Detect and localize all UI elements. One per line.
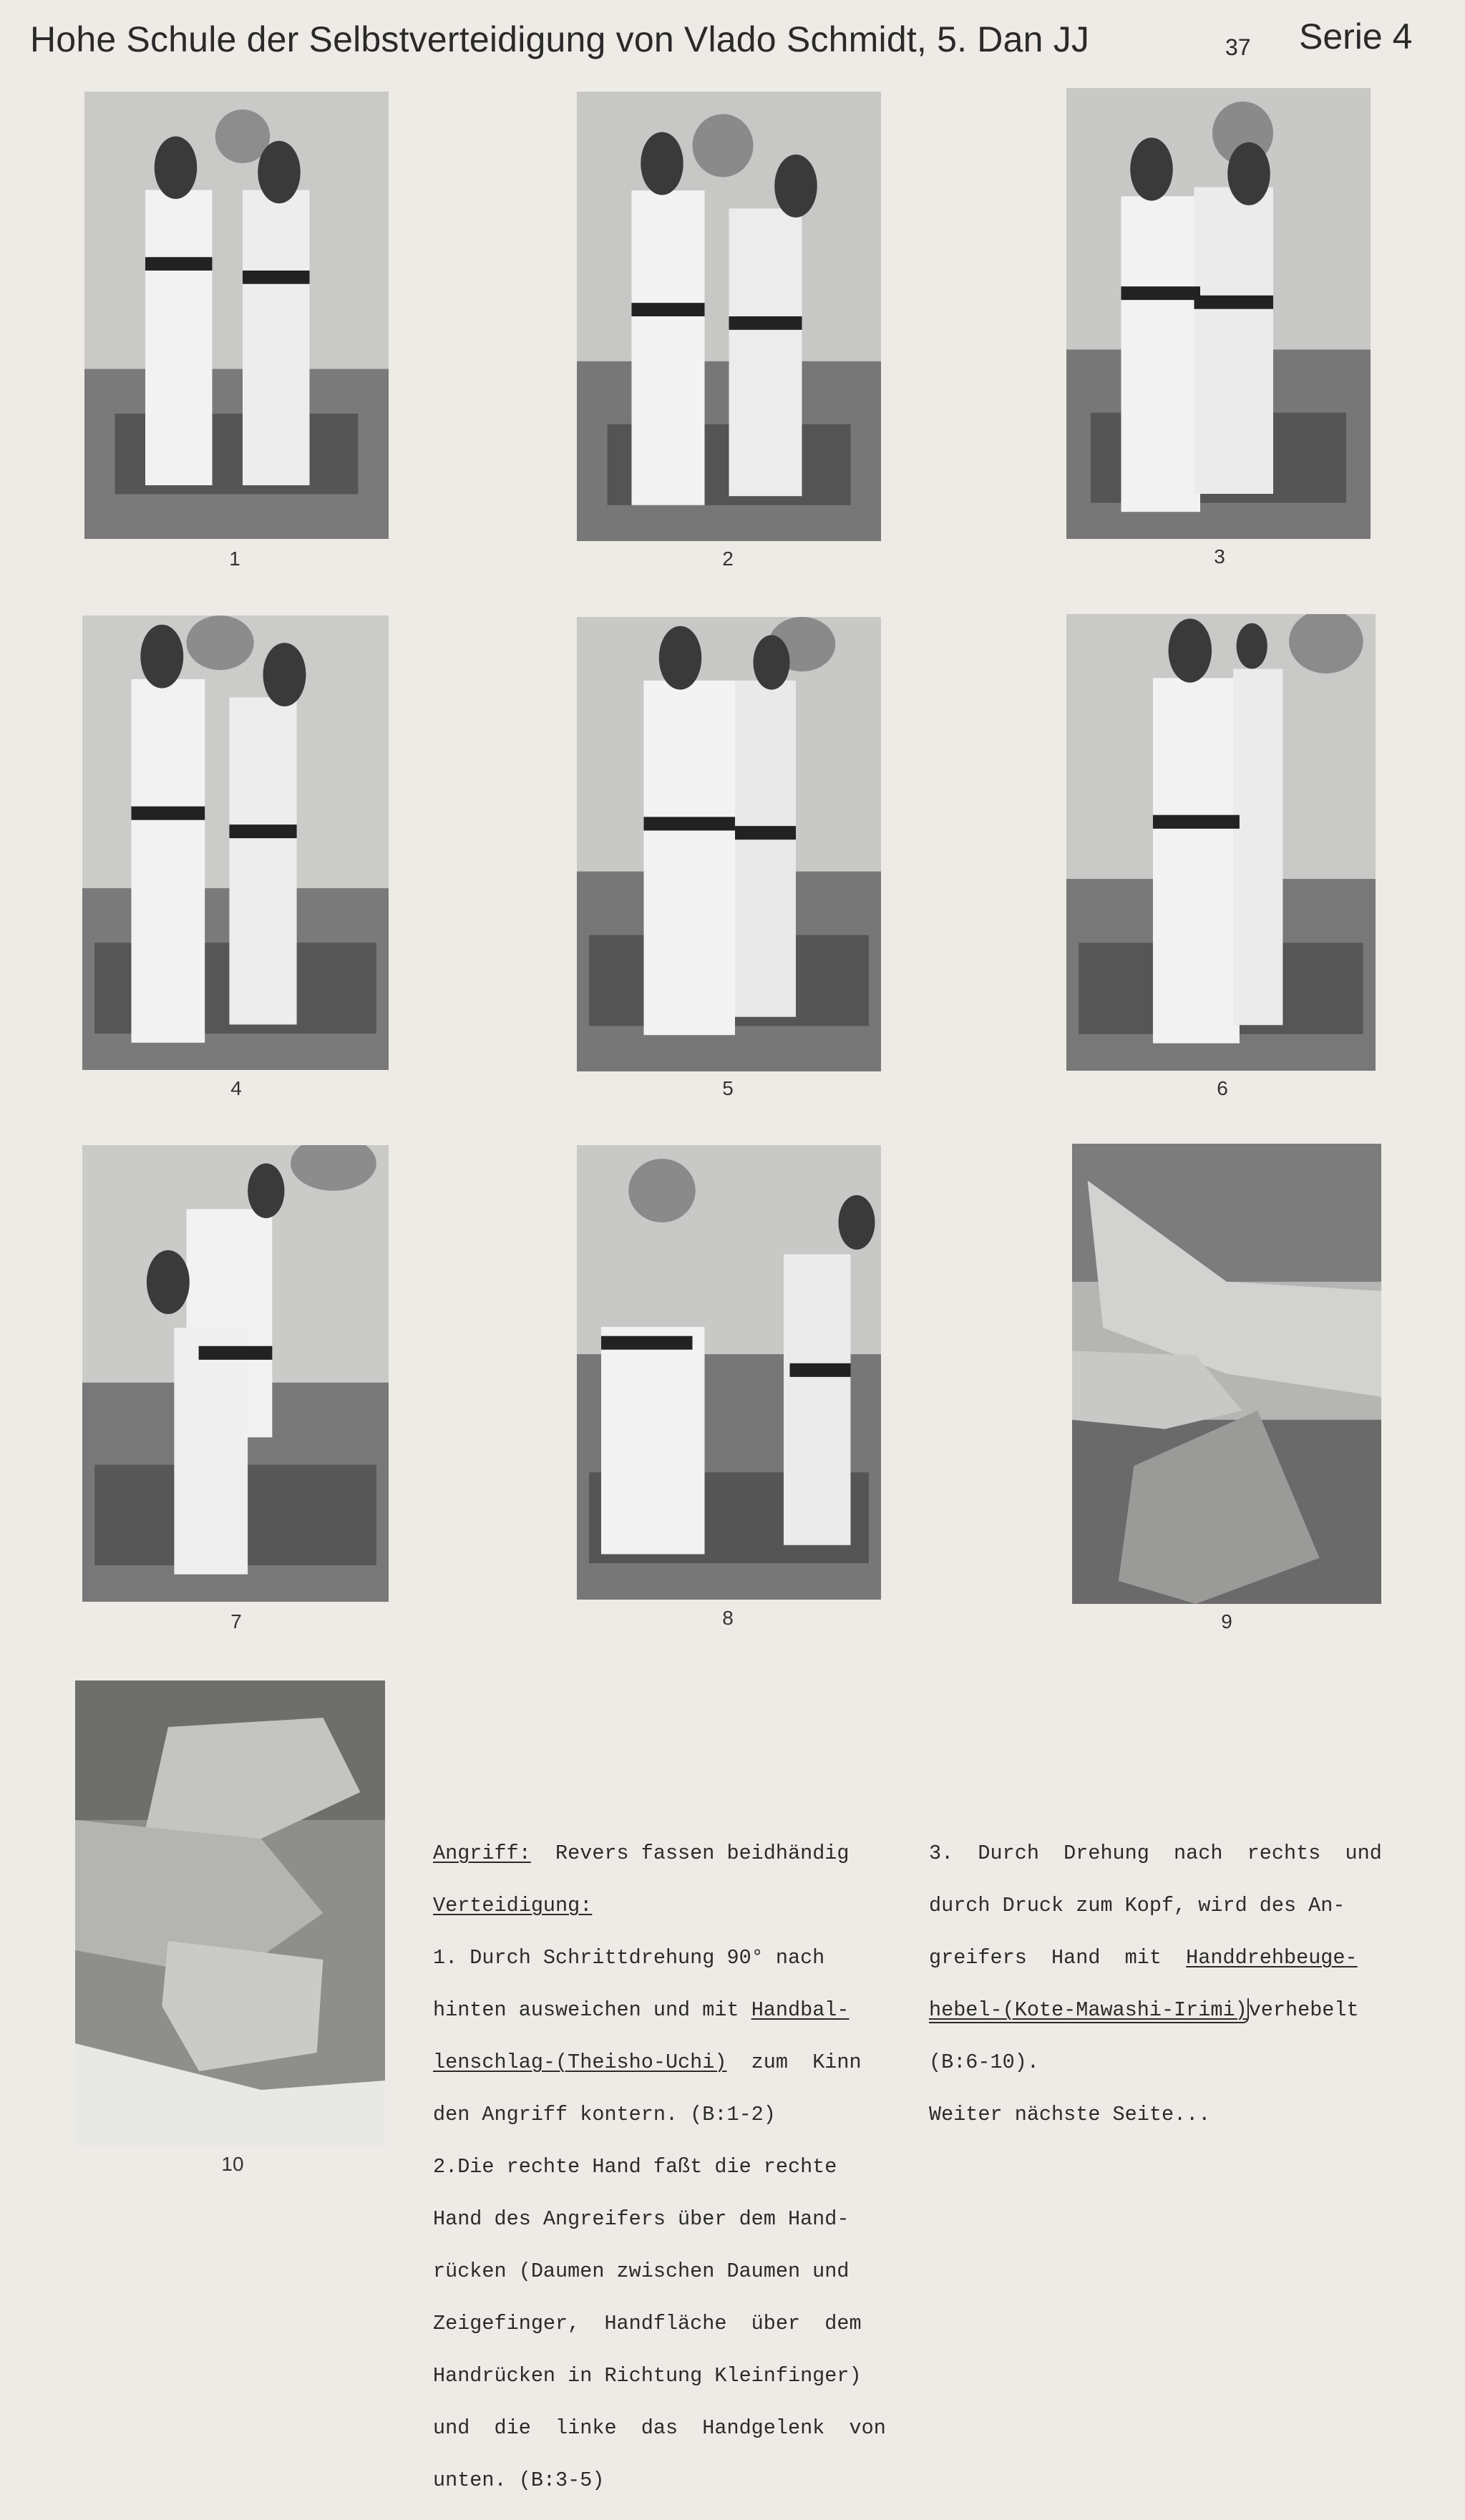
attack-description: Revers fassen beidhändig [530,1841,850,1865]
technique-term: Handbal- [751,1998,850,2022]
page-number: 37 [1225,34,1251,60]
page-title: Hohe Schule der Selbstverteidigung von Vlado Schmidt, 5. Dan JJ [30,19,1090,59]
text-line: rücken (Daumen zwischen Daumen und [433,2259,850,2283]
defense-label: Verteidigung: [433,1893,593,1917]
photo-4-image [82,616,389,1070]
photo-5 [577,617,881,1071]
technique-term: lenschlag-(Theisho-Uchi) [433,2050,727,2074]
photo-2 [577,92,881,541]
caption-6: 6 [1217,1077,1228,1099]
text-line [929,1945,1382,1972]
photo-5-image [577,617,881,1071]
caption-10: 10 [221,2153,244,2175]
text-line [433,1998,886,2024]
text-column-1 [433,1814,886,2520]
photo-7-image [82,1145,389,1602]
caption-7: 7 [230,1610,242,1633]
photo-10-image [75,1680,385,2146]
attack-label: Angriff: [433,1841,531,1865]
text-line: Handrücken in Richtung Kleinfinger) [433,2363,862,2388]
text-line: Zeigefinger, Handfläche über dem [433,2311,862,2335]
text-line: 1. Durch Schrittdrehung 90° nach [433,1945,825,1970]
text-line: 2.Die rechte Hand faßt die rechte [433,2154,837,2179]
text-line: und die linke das Handgelenk von [433,2416,886,2440]
photo-9 [1072,1144,1381,1604]
technique-term: Handdrehbeuge- [1186,1945,1358,1970]
caption-4: 4 [230,1077,242,1099]
caption-8: 8 [722,1607,734,1629]
text-line: (B:6-10). [929,2050,1039,2074]
photo-10 [75,1680,385,2146]
page-header [0,0,1465,79]
defense-label-line [433,1893,886,1920]
text-line: durch Druck zum Kopf, wird des An- [929,1893,1345,1917]
caption-3: 3 [1214,545,1225,568]
photo-2-image [577,92,881,541]
text-span: zum Kinn [726,2050,862,2074]
photo-3 [1066,88,1371,539]
photo-8 [577,1145,881,1600]
photo-7 [82,1145,389,1602]
photo-9-image [1072,1144,1381,1604]
caption-2: 2 [722,548,734,570]
photo-1 [84,92,389,539]
caption-1: 1 [229,548,240,570]
continued-note: Weiter nächste Seite... [929,2102,1211,2126]
photo-3-image [1066,88,1371,539]
text-span: greifers Hand mit [929,1945,1187,1970]
technique-term: hebel-(Kote-Mawashi-Irimi) [929,1998,1247,2022]
photo-8-image [577,1145,881,1600]
attack-line [433,1841,886,1867]
text-line [433,2050,886,2076]
text-span: verhebelt [1248,1998,1359,2022]
text-line: unten. (B:3-5) [433,2468,605,2492]
text-line [929,1998,1382,2024]
text-line: den Angriff kontern. (B:1-2) [433,2102,776,2126]
text-column-2 [929,1814,1382,2154]
photo-1-image [84,92,389,539]
caption-9: 9 [1221,1610,1232,1633]
caption-5: 5 [722,1077,734,1099]
text-line: 3. Durch Drehung nach rechts und [929,1841,1382,1865]
text-span: hinten ausweichen und mit [433,1998,751,2022]
series-label: Serie 4 [1299,16,1413,57]
text-line: Hand des Angreifers über dem Hand- [433,2207,850,2231]
photo-4 [82,616,389,1070]
photo-6 [1066,614,1376,1071]
photo-6-image [1066,614,1376,1071]
